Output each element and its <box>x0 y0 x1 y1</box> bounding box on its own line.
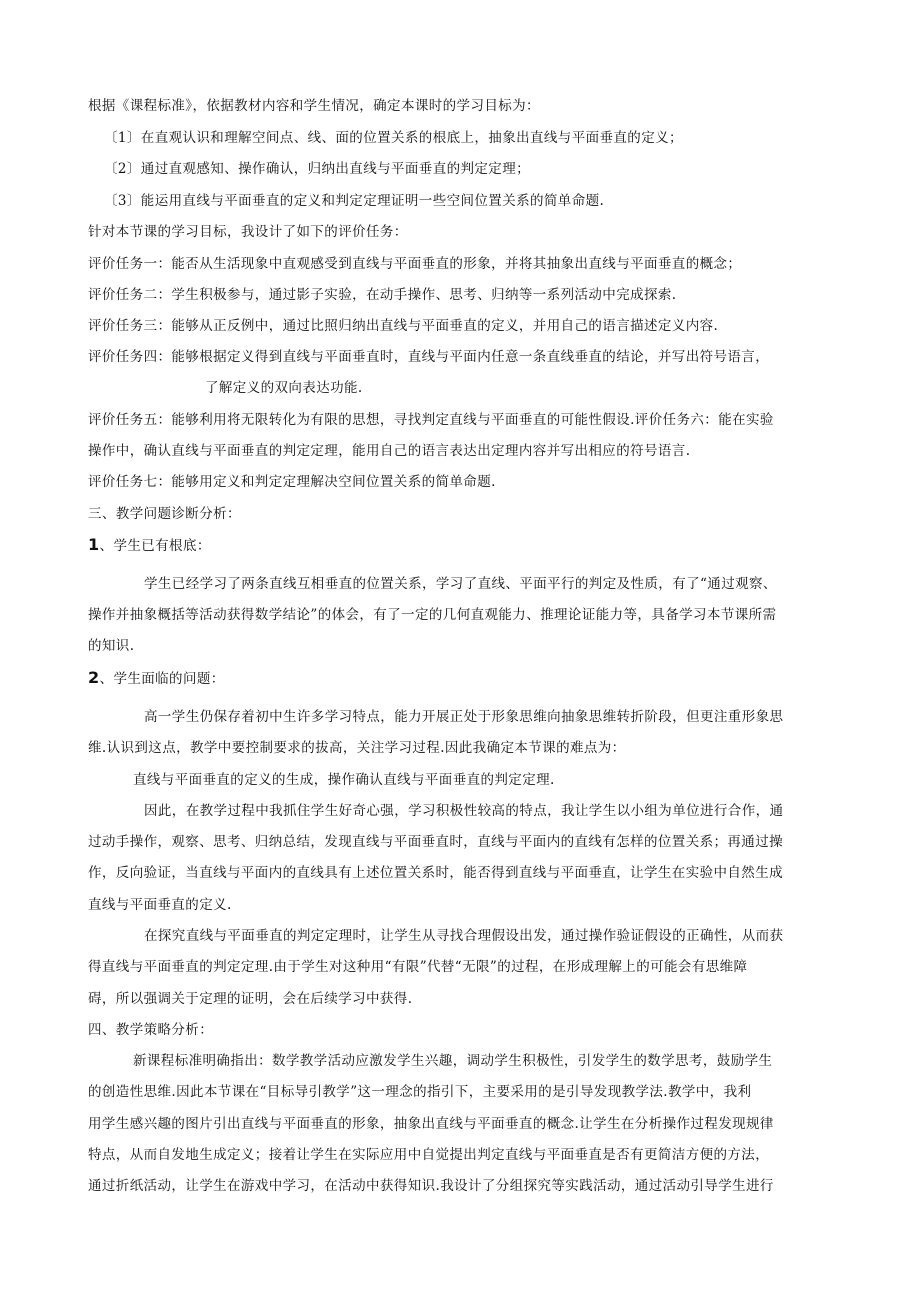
section-3-title: 三、教学问题诊断分析： <box>88 506 241 522</box>
sub2-para3-line-1: 在探究直线与平面垂直的判定定理时，让学生从寻找合理假设出发，通过操作验证假设的正确性，从而获 <box>144 928 784 944</box>
subheading-1-text: 、学生已有根底： <box>99 538 211 554</box>
sub2-para3-line-2: 得直线与平面垂直的判定定理.由于学生对这种用“有限”代替“无限”的过程，在形成理解上的可能会有思维障 <box>88 959 748 975</box>
task-2: 评价任务二：学生积极参与，通过影子实验，在动手操作、思考、归纳等一系列活动中完成探索. <box>88 287 677 303</box>
task-5-line-1: 评价任务五：能够利用将无限转化为有限的思想，寻找判定直线与平面垂直的可能性假设.评价任务六：能在实验 <box>88 412 774 428</box>
sub2-para1-line-1: 高一学生仍保存着初中生许多学习特点，能力开展正处于形象思维向抽象思维转折阶段，但更注重形象思 <box>144 709 784 725</box>
task-4-line-1: 评价任务四：能够根据定义得到直线与平面垂直时，直线与平面内任意一条直线垂直的结论，并写出符号语言， <box>88 349 770 365</box>
sub2-para1-line-2: 维.认识到这点，教学中要控制要求的拔高，关注学习过程.因此我确定本节课的难点为： <box>88 740 626 756</box>
sub2-para3-line-3: 碍，所以强调关于定理的证明，会在后续学习中获得. <box>88 991 413 1007</box>
section-4-para-line-5: 通过折纸活动，让学生在游戏中学习，在活动中获得知识.我设计了分组探究等实践活动，通过活动引导学生进行 <box>88 1178 774 1194</box>
difficulty-statement: 直线与平面垂直的定义的生成，操作确认直线与平面垂直的判定定理. <box>133 772 555 788</box>
section-4-title: 四、教学策略分析： <box>88 1022 214 1038</box>
subheading-2-text: 、学生面临的问题： <box>99 671 225 687</box>
task-5-line-2: 操作中，确认直线与平面垂直的判定定理，能用自己的语言表达出定理内容并写出相应的符号语言. <box>88 443 691 459</box>
section-4-para-line-1: 新课程标准明确指出：数学教学活动应激发学生兴趣，调动学生积极性，引发学生的数学思考，鼓励学生 <box>133 1053 773 1069</box>
task-3: 评价任务三：能够从正反例中，通过比照归纳出直线与平面垂直的定义，并用自己的语言描述定义内容. <box>88 318 719 334</box>
section-4-para-line-2: 的创造性思维.因此本节课在“目标导引教学”这一理念的指引下，主要采用的是引导发现教学法.教学中，我利 <box>88 1084 752 1100</box>
goal-3: 〔3〕能运用直线与平面垂直的定义和判定定理证明一些空间位置关系的简单命题. <box>104 193 605 209</box>
sub2-para2-line-2: 过动手操作，观察、思考、归纳总结，发现直线与平面垂直时，直线与平面内的直线有怎样的位置关系；再通过操 <box>88 834 783 850</box>
sub2-para2-line-3: 作，反向验证，当直线与平面内的直线具有上述位置关系时，能否得到直线与平面垂直，让学生在实验中自然生成 <box>88 865 783 881</box>
sub1-para-line-1: 学生已经学习了两条直线互相垂直的位置关系，学习了直线、平面平行的判定及性质，有了“通过观察、 <box>144 576 777 592</box>
goal-2: 〔2〕通过直观感知、操作确认，归纳出直线与平面垂直的判定定理； <box>104 161 530 177</box>
sub2-para2-line-1: 因此，在教学过程中我抓住学生好奇心强，学习积极性较高的特点，我让学生以小组为单位进行合作，通 <box>144 803 784 819</box>
intro-line: 根据《课程标准》，依据教材内容和学生情况，确定本课时的学习目标为： <box>88 98 540 114</box>
section-4-para-line-4: 特点，从而自发地生成定义；接着让学生在实际应用中自觉提出判定直线与平面垂直是否有更简洁方便的方法， <box>88 1147 770 1163</box>
goal-1: 〔1〕在直观认识和理解空间点、线、面的位置关系的根底上，抽象出直线与平面垂直的定义； <box>104 130 683 146</box>
sub1-para-line-3: 的知识. <box>88 638 135 654</box>
subheading-1-number: 1 <box>88 535 100 554</box>
section-4-para-line-3: 用学生感兴趣的图片引出直线与平面垂直的形象，抽象出直线与平面垂直的概念.让学生在分析操作过程发现规律 <box>88 1116 774 1132</box>
task-4-line-2: 了解定义的双向表达功能. <box>205 380 363 396</box>
sub2-para2-line-4: 直线与平面垂直的定义. <box>88 897 232 913</box>
task-7: 评价任务七：能够用定义和判定定理解决空间位置关系的简单命题. <box>88 474 496 490</box>
subheading-2-number: 2 <box>88 668 100 687</box>
subheading-1 <box>88 536 211 555</box>
tasks-intro: 针对本节课的学习目标，我设计了如下的评价任务： <box>88 224 408 240</box>
sub1-para-line-2: 操作并抽象概括等活动获得数学结论”的体会，有了一定的几何直观能力、推理论证能力等，具备学习本节课所需 <box>88 607 777 623</box>
task-1: 评价任务一：能否从生活现象中直观感受到直线与平面垂直的形象，并将其抽象出直线与平面垂直的概念； <box>88 256 742 272</box>
subheading-2 <box>88 669 225 688</box>
